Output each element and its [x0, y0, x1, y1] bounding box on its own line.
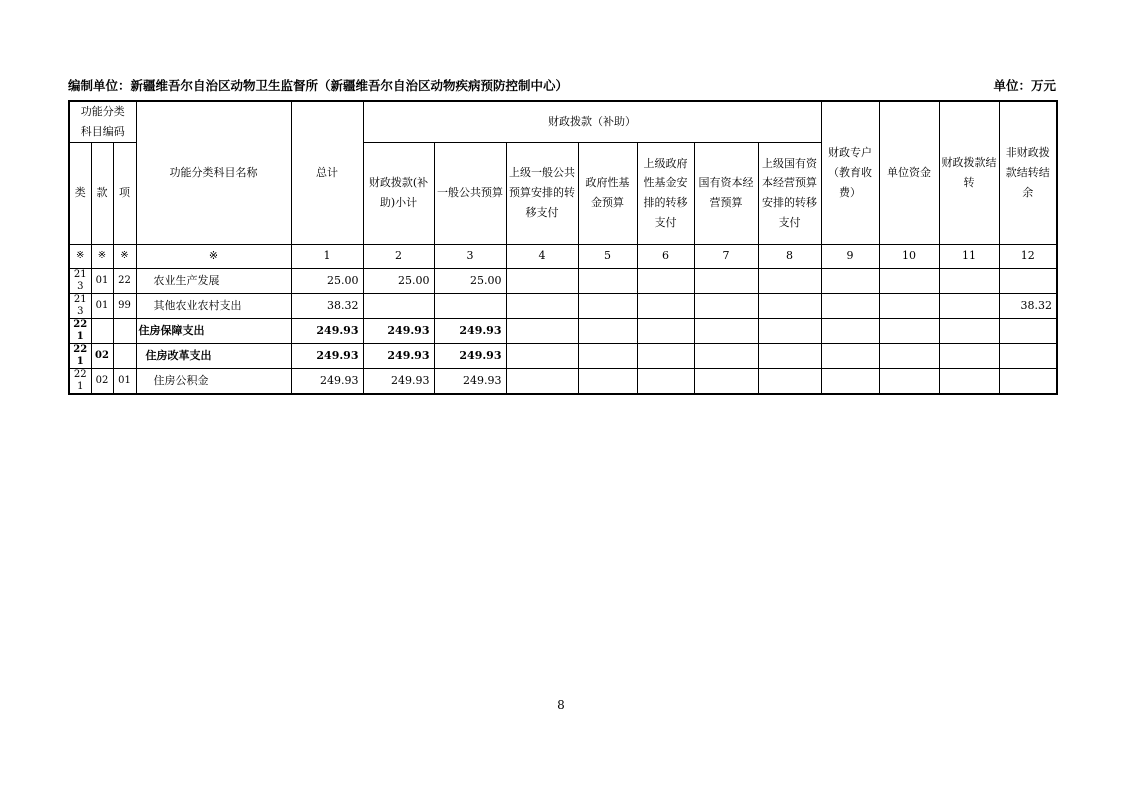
- cell-value: [694, 268, 758, 293]
- header-row-1: [69, 101, 1057, 142]
- cell-value: [999, 318, 1057, 343]
- cell-value: [506, 343, 578, 368]
- cell-kuan: 02: [91, 368, 113, 394]
- index-cell: 2: [363, 244, 434, 268]
- cell-value: [879, 268, 939, 293]
- cell-value: 249.93: [434, 343, 506, 368]
- cell-subject-name: 住房保障支出: [136, 318, 291, 343]
- cell-value: [821, 343, 879, 368]
- index-cell: 8: [758, 244, 821, 268]
- cell-subject-name: 其他农业农村支出: [136, 293, 291, 318]
- header-state-capital-budget: 国有资本经营预算: [694, 142, 758, 244]
- cell-value: [694, 293, 758, 318]
- cell-value: 249.93: [291, 318, 363, 343]
- cell-value: [506, 318, 578, 343]
- unit-label: 单位：万元: [993, 78, 1056, 93]
- cell-subject-name: 住房改革支出: [136, 343, 291, 368]
- cell-value: [694, 318, 758, 343]
- header-gov-fund-transfer: 上级政府性基金安排的转移支付: [637, 142, 694, 244]
- header-fiscal-group: 财政拨款（补助）: [363, 101, 821, 142]
- cell-value: 38.32: [999, 293, 1057, 318]
- cell-kuan: 02: [91, 343, 113, 368]
- cell-xiang: [113, 318, 136, 343]
- cell-value: [637, 368, 694, 394]
- cell-value: [637, 343, 694, 368]
- budget-table: [68, 100, 1058, 395]
- cell-value: 38.32: [291, 293, 363, 318]
- index-cell: 12: [999, 244, 1057, 268]
- cell-value: [363, 293, 434, 318]
- cell-value: 25.00: [363, 268, 434, 293]
- header-general-budget: 一般公共预算: [434, 142, 506, 244]
- header-general-transfer: 上级一般公共预算安排的转移支付: [506, 142, 578, 244]
- cell-value: [758, 268, 821, 293]
- cell-value: [758, 318, 821, 343]
- index-cell: 1: [291, 244, 363, 268]
- cell-lei: 213: [69, 268, 91, 293]
- cell-value: [506, 368, 578, 394]
- cell-value: [939, 268, 999, 293]
- cell-value: 249.93: [434, 368, 506, 394]
- cell-value: [939, 293, 999, 318]
- cell-value: [637, 268, 694, 293]
- cell-value: 249.93: [363, 368, 434, 394]
- cell-kuan: 01: [91, 293, 113, 318]
- cell-value: [694, 343, 758, 368]
- prepared-by-line: 编制单位：新疆维吾尔自治区动物卫生监督所（新疆维吾尔自治区动物疾病预防控制中心）: [68, 78, 569, 93]
- cell-value: [879, 343, 939, 368]
- header-fiscal-subtotal: 财政拨款(补助)小计: [363, 142, 434, 244]
- cell-value: [879, 368, 939, 394]
- index-cell: ※: [91, 244, 113, 268]
- cell-xiang: [113, 343, 136, 368]
- index-cell: 6: [637, 244, 694, 268]
- header-gov-fund-budget: 政府性基金预算: [578, 142, 637, 244]
- cell-value: [578, 268, 637, 293]
- cell-xiang: 99: [113, 293, 136, 318]
- index-cell: ※: [136, 244, 291, 268]
- table-row: [69, 293, 1057, 318]
- header-total: 总计: [291, 101, 363, 244]
- header-subject-name: 功能分类科目名称: [136, 101, 291, 244]
- cell-value: 249.93: [434, 318, 506, 343]
- cell-value: [939, 343, 999, 368]
- cell-value: [879, 293, 939, 318]
- cell-subject-name: 农业生产发展: [136, 268, 291, 293]
- index-cell: 11: [939, 244, 999, 268]
- cell-value: 249.93: [291, 343, 363, 368]
- cell-value: [999, 343, 1057, 368]
- index-row: [69, 244, 1057, 268]
- cell-value: [578, 343, 637, 368]
- header-nonfiscal-carryover: 非财政拨款结转结余: [999, 101, 1057, 244]
- cell-value: [999, 268, 1057, 293]
- cell-value: [506, 293, 578, 318]
- index-cell: ※: [69, 244, 91, 268]
- cell-value: 249.93: [363, 343, 434, 368]
- header-lei: 类: [69, 142, 91, 244]
- cell-lei: 221: [69, 343, 91, 368]
- index-cell: 7: [694, 244, 758, 268]
- cell-value: [637, 318, 694, 343]
- cell-value: [506, 268, 578, 293]
- cell-value: 249.93: [291, 368, 363, 394]
- index-cell: 3: [434, 244, 506, 268]
- cell-value: [434, 293, 506, 318]
- cell-lei: 213: [69, 293, 91, 318]
- page-number: 8: [557, 698, 565, 712]
- cell-kuan: [91, 318, 113, 343]
- index-cell: 4: [506, 244, 578, 268]
- cell-value: [578, 368, 637, 394]
- cell-lei: 221: [69, 368, 91, 394]
- header-code-group: 功能分类科目编码: [69, 101, 136, 142]
- topline: [68, 76, 1056, 94]
- cell-value: [939, 318, 999, 343]
- cell-value: [939, 368, 999, 394]
- header-unit-funds: 单位资金: [879, 101, 939, 244]
- header-state-capital-transfer: 上级国有资本经营预算安排的转移支付: [758, 142, 821, 244]
- cell-value: [879, 318, 939, 343]
- index-cell: ※: [113, 244, 136, 268]
- cell-value: [821, 293, 879, 318]
- cell-value: [578, 293, 637, 318]
- table-row: [69, 343, 1057, 368]
- cell-value: [821, 368, 879, 394]
- cell-value: [758, 343, 821, 368]
- cell-value: [694, 368, 758, 394]
- header-kuan: 款: [91, 142, 113, 244]
- cell-value: 25.00: [291, 268, 363, 293]
- header-xiang: 项: [113, 142, 136, 244]
- cell-value: [758, 368, 821, 394]
- cell-xiang: 01: [113, 368, 136, 394]
- cell-value: [758, 293, 821, 318]
- cell-value: [821, 268, 879, 293]
- index-cell: 5: [578, 244, 637, 268]
- table-row: [69, 368, 1057, 394]
- index-cell: 9: [821, 244, 879, 268]
- cell-value: [637, 293, 694, 318]
- cell-lei: 221: [69, 318, 91, 343]
- cell-value: [821, 318, 879, 343]
- cell-kuan: 01: [91, 268, 113, 293]
- header-fiscal-account: 财政专户（教育收费）: [821, 101, 879, 244]
- cell-value: [999, 368, 1057, 394]
- cell-value: 249.93: [363, 318, 434, 343]
- cell-value: [578, 318, 637, 343]
- cell-subject-name: 住房公积金: [136, 368, 291, 394]
- cell-value: 25.00: [434, 268, 506, 293]
- index-cell: 10: [879, 244, 939, 268]
- cell-xiang: 22: [113, 268, 136, 293]
- table-row: [69, 318, 1057, 343]
- table-row: [69, 268, 1057, 293]
- header-fiscal-carryover: 财政拨款结转: [939, 101, 999, 244]
